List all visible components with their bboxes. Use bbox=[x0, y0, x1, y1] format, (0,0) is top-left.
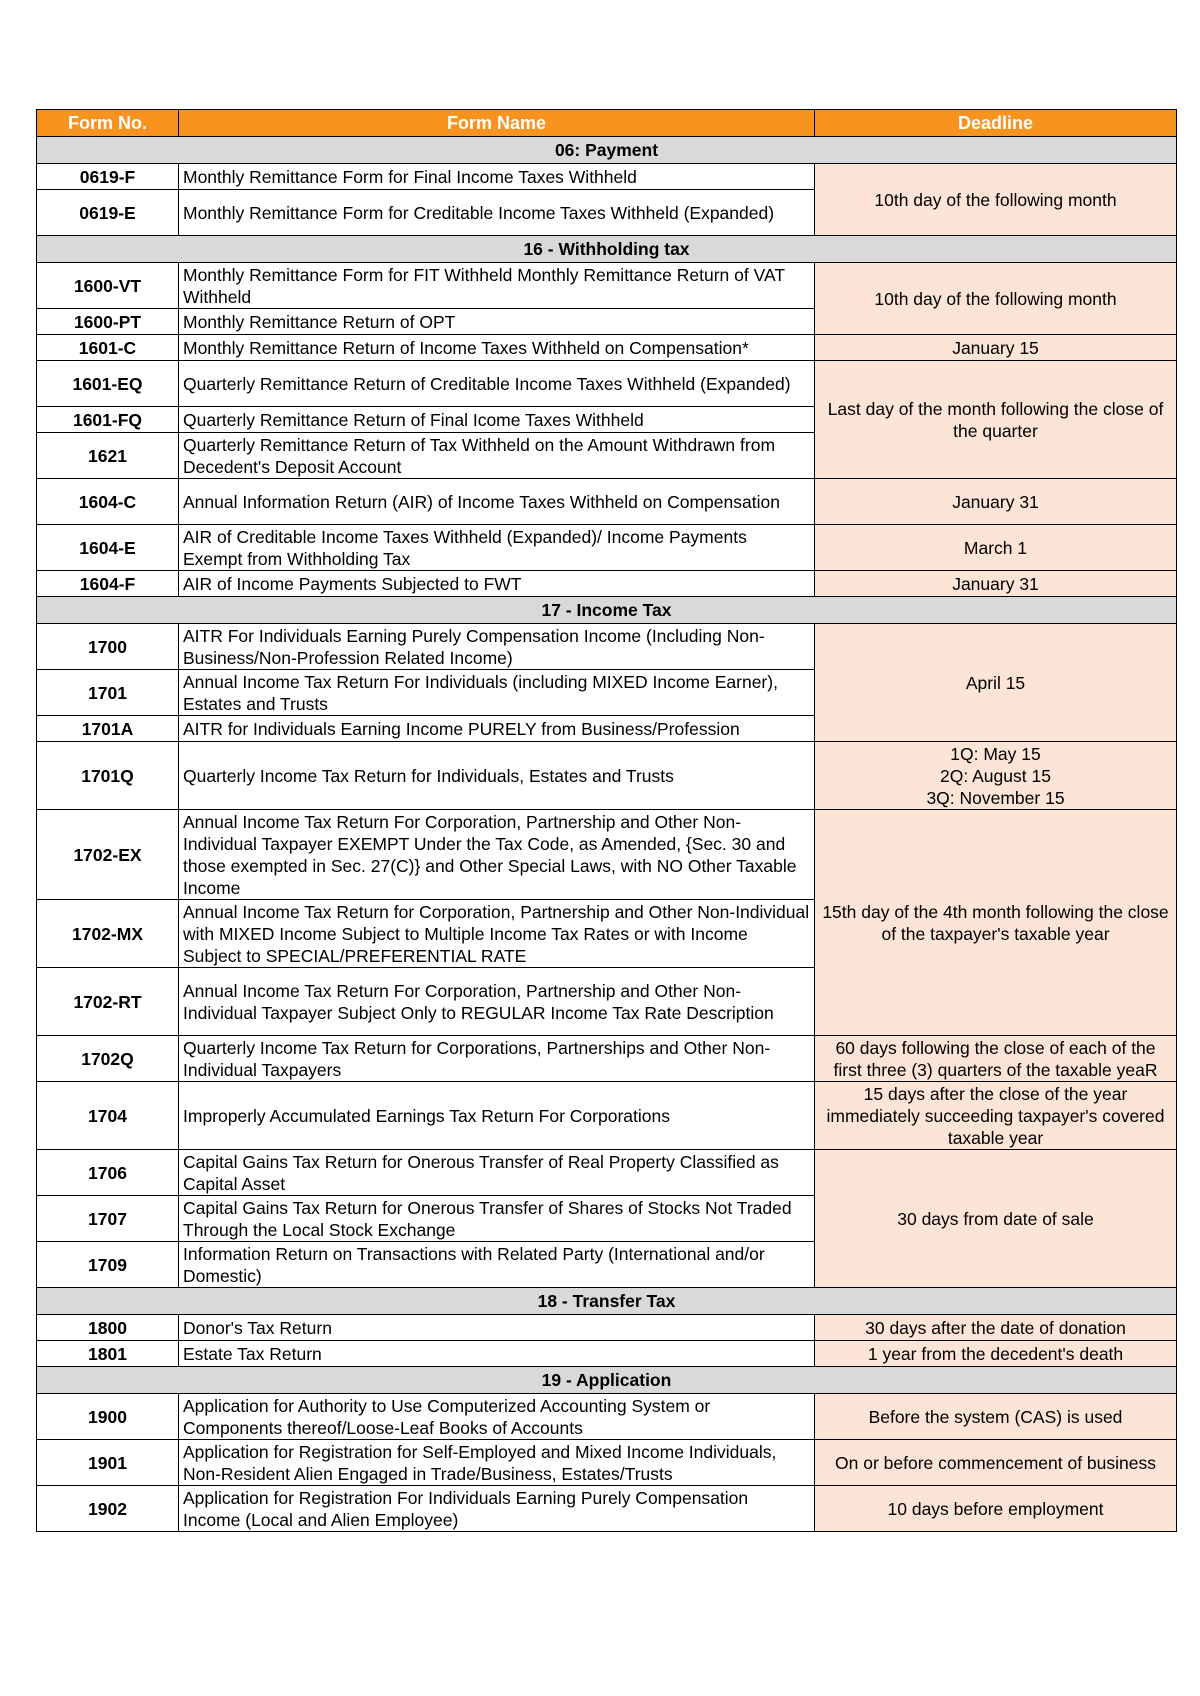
form-name: Annual Income Tax Return For Corporation, Partnership and Other Non-Individual Taxpayer Subject Only to REGULAR Income Tax Rate Description bbox=[179, 968, 815, 1036]
table-row bbox=[37, 1341, 1177, 1367]
table-row bbox=[37, 164, 1177, 190]
form-name: Monthly Remittance Return of Income Taxes Withheld on Compensation* bbox=[179, 335, 815, 361]
deadline-cell: March 1 bbox=[815, 525, 1177, 571]
table-row bbox=[37, 571, 1177, 597]
form-number: 1700 bbox=[37, 624, 179, 670]
form-number: 1604-E bbox=[37, 525, 179, 571]
table-row bbox=[37, 361, 1177, 407]
table-header-row bbox=[37, 110, 1177, 137]
section-title: 06: Payment bbox=[37, 137, 1177, 164]
form-name: AITR for Individuals Earning Income PURELY from Business/Profession bbox=[179, 716, 815, 742]
section-row bbox=[37, 597, 1177, 624]
form-name: AIR of Income Payments Subjected to FWT bbox=[179, 571, 815, 597]
deadline-cell: 30 days from date of sale bbox=[815, 1150, 1177, 1288]
section-row bbox=[37, 1288, 1177, 1315]
form-number: 1707 bbox=[37, 1196, 179, 1242]
deadline-cell: Last day of the month following the close of the quarter bbox=[815, 361, 1177, 479]
table-row bbox=[37, 335, 1177, 361]
form-name: Monthly Remittance Return of OPT bbox=[179, 309, 815, 335]
form-number: 1900 bbox=[37, 1394, 179, 1440]
form-number: 1709 bbox=[37, 1242, 179, 1288]
table-row bbox=[37, 263, 1177, 309]
form-number: 1701A bbox=[37, 716, 179, 742]
form-number: 1601-EQ bbox=[37, 361, 179, 407]
section-row bbox=[37, 137, 1177, 164]
deadline-cell: 60 days following the close of each of the first three (3) quarters of the taxable yeaR bbox=[815, 1036, 1177, 1082]
deadline-cell: On or before commencement of business bbox=[815, 1440, 1177, 1486]
form-number: 1800 bbox=[37, 1315, 179, 1341]
form-name: Estate Tax Return bbox=[179, 1341, 815, 1367]
form-number: 1901 bbox=[37, 1440, 179, 1486]
deadline-cell: 15th day of the 4th month following the close of the taxpayer's taxable year bbox=[815, 810, 1177, 1036]
form-name: Quarterly Remittance Return of Creditable Income Taxes Withheld (Expanded) bbox=[179, 361, 815, 407]
form-name: AIR of Creditable Income Taxes Withheld (Expanded)/ Income Payments Exempt from Withholding Tax bbox=[179, 525, 815, 571]
section-title: 16 - Withholding tax bbox=[37, 236, 1177, 263]
form-number: 1702Q bbox=[37, 1036, 179, 1082]
form-name: Annual Information Return (AIR) of Income Taxes Withheld on Compensation bbox=[179, 479, 815, 525]
deadline-cell: 10th day of the following month bbox=[815, 164, 1177, 236]
deadline-cell: 10 days before employment bbox=[815, 1486, 1177, 1532]
deadline-cell: 1 year from the decedent's death bbox=[815, 1341, 1177, 1367]
form-number: 1702-RT bbox=[37, 968, 179, 1036]
form-number: 1600-PT bbox=[37, 309, 179, 335]
table-row bbox=[37, 624, 1177, 670]
form-number: 1704 bbox=[37, 1082, 179, 1150]
deadline-cell: 10th day of the following month bbox=[815, 263, 1177, 335]
form-name: Annual Income Tax Return For Corporation, Partnership and Other Non-Individual Taxpayer EXEMPT Under the Tax Code, as Amended, {Sec. 30 and those exempted in Sec. 27(C)} and Other Special Laws, with NO Other Taxable Income bbox=[179, 810, 815, 900]
form-name: Quarterly Remittance Return of Tax Withheld on the Amount Withdrawn from Decedent's Deposit Account bbox=[179, 433, 815, 479]
deadline-cell: Before the system (CAS) is used bbox=[815, 1394, 1177, 1440]
form-number: 0619-E bbox=[37, 190, 179, 236]
table-row bbox=[37, 1440, 1177, 1486]
form-number: 1801 bbox=[37, 1341, 179, 1367]
form-number: 1600-VT bbox=[37, 263, 179, 309]
form-name: Annual Income Tax Return for Corporation, Partnership and Other Non-Individual with MIXED Income Subject to Multiple Income Tax Rates or with Income Subject to SPECIAL/PREFERENTIAL RATE bbox=[179, 900, 815, 968]
section-row bbox=[37, 1367, 1177, 1394]
form-name: Application for Authority to Use Computerized Accounting System or Components thereof/Loose-Leaf Books of Accounts bbox=[179, 1394, 815, 1440]
form-name: Monthly Remittance Form for Final Income Taxes Withheld bbox=[179, 164, 815, 190]
table-row bbox=[37, 479, 1177, 525]
deadline-line: 2Q: August 15 bbox=[940, 765, 1051, 786]
form-name: Quarterly Income Tax Return for Corporations, Partnerships and Other Non-Individual Taxpayers bbox=[179, 1036, 815, 1082]
deadline-cell: January 15 bbox=[815, 335, 1177, 361]
form-number: 1604-F bbox=[37, 571, 179, 597]
table-row bbox=[37, 525, 1177, 571]
form-number: 1601-FQ bbox=[37, 407, 179, 433]
form-number: 1702-EX bbox=[37, 810, 179, 900]
deadline-line: 1Q: May 15 bbox=[950, 743, 1041, 764]
deadline-cell: 30 days after the date of donation bbox=[815, 1315, 1177, 1341]
section-title: 17 - Income Tax bbox=[37, 597, 1177, 624]
form-name: Annual Income Tax Return For Individuals (including MIXED Income Earner), Estates and Trusts bbox=[179, 670, 815, 716]
form-name: Application for Registration For Individuals Earning Purely Compensation Income (Local and Alien Employee) bbox=[179, 1486, 815, 1532]
table-row bbox=[37, 1150, 1177, 1196]
table-row bbox=[37, 742, 1177, 810]
form-name: Monthly Remittance Form for Creditable Income Taxes Withheld (Expanded) bbox=[179, 190, 815, 236]
table-row bbox=[37, 1394, 1177, 1440]
form-name: Improperly Accumulated Earnings Tax Return For Corporations bbox=[179, 1082, 815, 1150]
form-number: 0619-F bbox=[37, 164, 179, 190]
form-number: 1902 bbox=[37, 1486, 179, 1532]
deadline-cell: January 31 bbox=[815, 479, 1177, 525]
section-title: 18 - Transfer Tax bbox=[37, 1288, 1177, 1315]
deadline-cell: April 15 bbox=[815, 624, 1177, 742]
deadline-cell bbox=[815, 742, 1177, 810]
form-deadline-table bbox=[36, 109, 1177, 1532]
form-number: 1706 bbox=[37, 1150, 179, 1196]
header-form-no: Form No. bbox=[37, 110, 179, 137]
form-name: Application for Registration for Self-Employed and Mixed Income Individuals, Non-Resident Alien Engaged in Trade/Business, Estates/Trusts bbox=[179, 1440, 815, 1486]
header-deadline: Deadline bbox=[815, 110, 1177, 137]
form-name: Information Return on Transactions with Related Party (International and/or Domestic) bbox=[179, 1242, 815, 1288]
form-name: Quarterly Income Tax Return for Individuals, Estates and Trusts bbox=[179, 742, 815, 810]
form-name: Donor's Tax Return bbox=[179, 1315, 815, 1341]
form-name: Capital Gains Tax Return for Onerous Transfer of Shares of Stocks Not Traded Through the Local Stock Exchange bbox=[179, 1196, 815, 1242]
table-row bbox=[37, 1082, 1177, 1150]
section-title: 19 - Application bbox=[37, 1367, 1177, 1394]
form-name: AITR For Individuals Earning Purely Compensation Income (Including Non-Business/Non-Profession Related Income) bbox=[179, 624, 815, 670]
form-name: Quarterly Remittance Return of Final Icome Taxes Withheld bbox=[179, 407, 815, 433]
table-row bbox=[37, 1486, 1177, 1532]
form-number: 1601-C bbox=[37, 335, 179, 361]
table-row bbox=[37, 1315, 1177, 1341]
form-number: 1701Q bbox=[37, 742, 179, 810]
deadline-cell: 15 days after the close of the year immediately succeeding taxpayer's covered taxable year bbox=[815, 1082, 1177, 1150]
form-number: 1701 bbox=[37, 670, 179, 716]
form-number: 1604-C bbox=[37, 479, 179, 525]
header-form-name: Form Name bbox=[179, 110, 815, 137]
table-row bbox=[37, 1036, 1177, 1082]
form-number: 1702-MX bbox=[37, 900, 179, 968]
deadline-cell: January 31 bbox=[815, 571, 1177, 597]
form-name: Capital Gains Tax Return for Onerous Transfer of Real Property Classified as Capital Asset bbox=[179, 1150, 815, 1196]
form-number: 1621 bbox=[37, 433, 179, 479]
table-row bbox=[37, 810, 1177, 900]
form-name: Monthly Remittance Form for FIT Withheld Monthly Remittance Return of VAT Withheld bbox=[179, 263, 815, 309]
deadline-line: 3Q: November 15 bbox=[926, 787, 1065, 808]
section-row bbox=[37, 236, 1177, 263]
